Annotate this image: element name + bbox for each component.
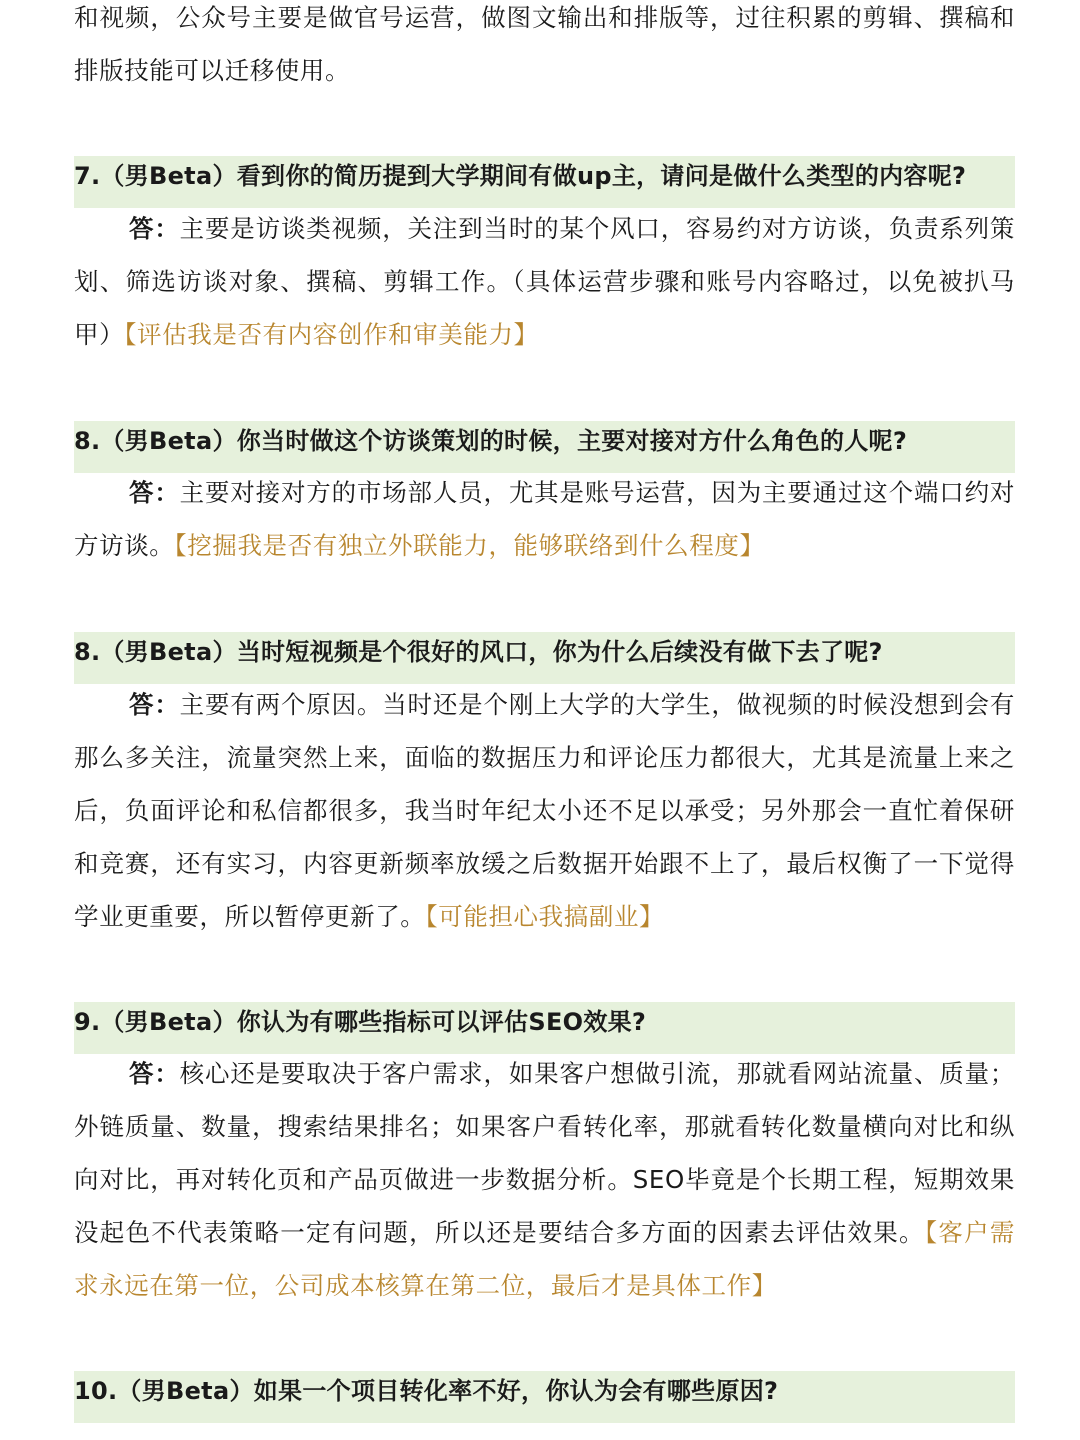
intro-text: 和视频，公众号主要是做官号运营，做图文输出和排版等，过往积累的剪辑、撰稿和排版技能可以迁移使用。: [74, 3, 1015, 85]
question-heading: 8.（男Beta）当时短视频是个很好的风口，你为什么后续没有做下去了呢?: [74, 632, 1015, 684]
answer-text: 主要是访谈类视频，关注到当时的某个风口，容易约对方访谈，负责系列策划、筛选访谈对象、撰稿、剪辑工作。（具体运营步骤和账号内容略过，以免被扒马甲）: [74, 214, 1016, 349]
question-heading: 9.（男Beta）你认为有哪些指标可以评估SEO效果?: [74, 1002, 1015, 1054]
answer-label: 答：: [129, 214, 180, 243]
answer-paragraph: [74, 678, 1015, 943]
answer-paragraph: [74, 466, 1015, 572]
evaluation-note: 【挖掘我是否有独立外联能力，能够联络到什么程度】: [174, 531, 765, 560]
answer-label: 答：: [129, 478, 180, 507]
answer-text: 核心还是要取决于客户需求，如果客户想做引流，那就看网站流量、质量；外链质量、数量，搜索结果排名；如果客户看转化率，那就看转化数量横向对比和纵向对比，再对转化页和产品页做进一步数据分析。SEO毕竟是个长期工程，短期效果没起色不代表策略一定有问题，所以还是要结合多方面的因素去评估效果。: [74, 1059, 1016, 1247]
evaluation-note: 【客户需求永远在第一位，公司成本核算在第二位，最后才是具体工作】: [74, 1218, 1016, 1300]
answer-label: 答：: [129, 690, 180, 719]
intro-paragraph: [74, 0, 1015, 97]
evaluation-note: 【评估我是否有内容创作和审美能力】: [124, 320, 539, 349]
evaluation-note: 【可能担心我搞副业】: [425, 902, 665, 931]
answer-text: 主要对接对方的市场部人员，尤其是账号运营，因为主要通过这个端口约对方访谈。: [74, 478, 1016, 560]
answer-paragraph: [74, 202, 1015, 361]
question-heading: 10.（男Beta）如果一个项目转化率不好，你认为会有哪些原因?: [74, 1371, 1015, 1423]
question-heading: 7.（男Beta）看到你的简历提到大学期间有做up主，请问是做什么类型的内容呢?: [74, 156, 1015, 208]
answer-text: 主要有两个原因。当时还是个刚上大学的大学生，做视频的时候没想到会有那么多关注，流量突然上来，面临的数据压力和评论压力都很大，尤其是流量上来之后，负面评论和私信都很多，我当时年纪太小还不足以承受；另外那会一直忙着保研和竞赛，还有实习，内容更新频率放缓之后数据开始跟不上了，最后权衡了一下觉得学业更重要，所以暂停更新了。: [74, 690, 1016, 931]
answer-label: 答：: [129, 1059, 180, 1088]
question-heading: 8.（男Beta）你当时做这个访谈策划的时候，主要对接对方什么角色的人呢?: [74, 421, 1015, 473]
answer-paragraph: [74, 1047, 1015, 1312]
